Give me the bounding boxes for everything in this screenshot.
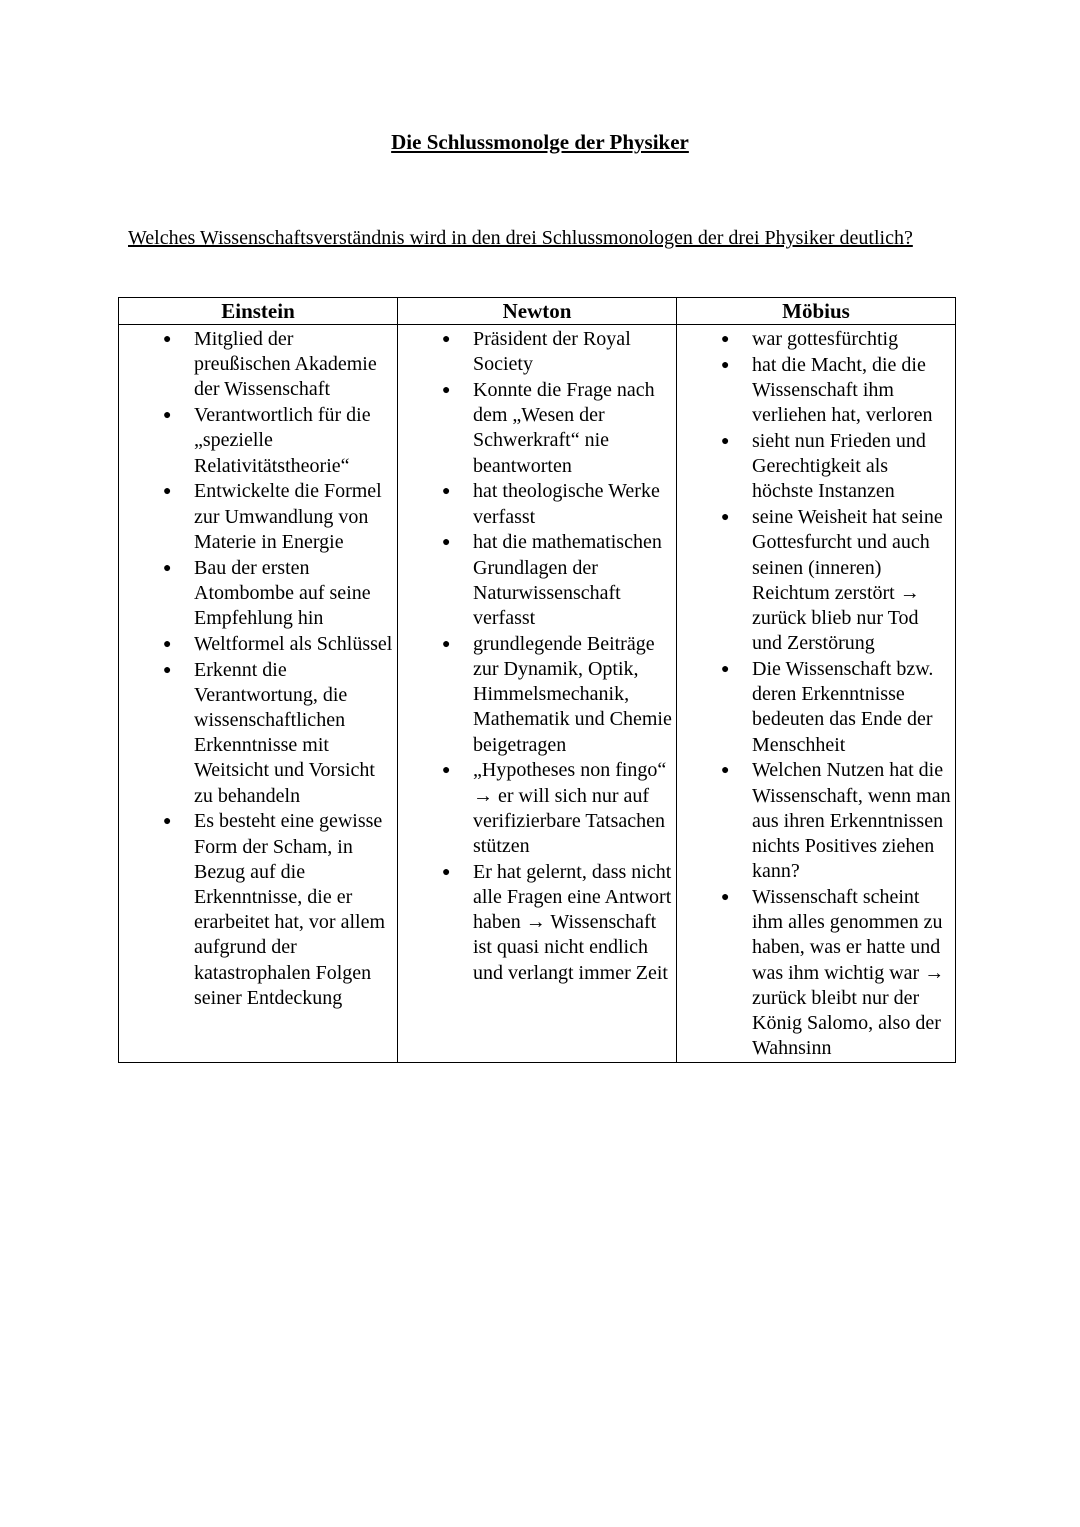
list-item: [119, 327, 393, 403]
list-item-text: sieht nun Frieden und Gerechtigkeit als höchste Instanzen: [752, 430, 926, 503]
list-item-text: „Hypotheses non fingo“ → er will sich nur auf verifizierbare Tatsachen stützen: [473, 759, 667, 858]
document-title: Die Schlussmonolge der Physiker: [391, 130, 689, 154]
einstein-bullet-list: [119, 325, 397, 1011]
list-item-text: Entwickelte die Formel zur Umwandlung von Materie in Energie: [194, 480, 382, 553]
column-header-moebius: Möbius: [677, 298, 956, 325]
list-item: [398, 327, 672, 377]
bullet-icon: ●: [163, 662, 172, 678]
list-item: [119, 658, 393, 809]
list-item: [119, 479, 393, 555]
bullet-icon: ●: [163, 636, 172, 652]
list-item-text: war gottesfürchtig: [752, 328, 899, 350]
list-item-text: Erkennt die Verantwortung, die wissenschaftlichen Erkenntnisse mit Weitsicht und Vorsicht zu behandeln: [194, 658, 375, 807]
bullet-icon: ●: [163, 408, 172, 424]
column-header-einstein: Einstein: [119, 298, 398, 325]
list-item-text: seine Weisheit hat seine Gottesfurcht und auch seinen (inneren) Reichtum zerstört → zurück blieb nur Tod und Zerstörung: [752, 506, 943, 655]
list-item-text: Bau der ersten Atombombe auf seine Empfehlung hin: [194, 556, 371, 630]
list-item-text: Weltformel als Schlüssel: [194, 632, 393, 655]
list-item-text: Wissenschaft scheint ihm alles genommen zu haben, was er hatte und was ihm wichtig war → zurück bleibt nur der König Salomo, also der Wahnsinn: [752, 886, 945, 1060]
bullet-icon: ●: [721, 510, 730, 526]
bullet-icon: ●: [442, 332, 451, 347]
list-item: [398, 632, 672, 758]
list-item: [677, 353, 951, 429]
list-item-text: Konnte die Frage nach dem „Wesen der Schwerkraft“ nie beantworten: [473, 379, 655, 477]
bullet-icon: ●: [721, 662, 730, 678]
list-item: [119, 556, 393, 632]
newton-bullet-list: [398, 325, 676, 986]
list-item: [677, 657, 951, 758]
bullet-icon: ●: [163, 484, 172, 500]
list-item: [119, 403, 393, 479]
list-item-text: hat die mathematischen Grundlagen der Naturwissenschaft verfasst: [473, 531, 662, 630]
column-newton: [398, 325, 677, 1063]
bullet-icon: ●: [721, 434, 730, 449]
list-item: [398, 860, 672, 986]
bullet-icon: ●: [442, 763, 451, 779]
bullet-icon: ●: [442, 535, 451, 551]
bullet-icon: ●: [442, 383, 451, 398]
bullet-icon: ●: [442, 636, 451, 652]
list-item: [677, 327, 951, 352]
list-item-text: Er hat gelernt, dass nicht alle Fragen eine Antwort haben → Wissenschaft ist quasi nicht endlich und verlangt immer Zeit: [473, 860, 672, 984]
list-item: [119, 632, 393, 657]
list-item: [677, 885, 951, 1061]
list-item: [119, 809, 393, 1011]
bullet-icon: ●: [442, 484, 451, 500]
bullet-icon: ●: [721, 763, 730, 779]
table-body-row: [119, 325, 956, 1063]
comparison-table: [118, 297, 956, 1063]
column-einstein: [119, 325, 398, 1063]
bullet-icon: ●: [721, 357, 730, 373]
list-item-text: Verantwortlich für die „spezielle Relativitätstheorie“: [194, 404, 371, 477]
list-item-text: Mitglied der preußischen Akademie der Wissenschaft: [194, 328, 377, 401]
list-item: [677, 505, 951, 656]
list-item-text: Es besteht eine gewisse Form der Scham, in Bezug auf die Erkenntnisse, die er erarbeitet hat, vor allem aufgrund der katastrophalen Folgen seiner Entdeckung: [194, 810, 386, 1009]
list-item-text: hat die Macht, die die Wissenschaft ihm verliehen hat, verloren: [752, 353, 933, 427]
list-item: [398, 758, 672, 859]
table-header-row: [119, 298, 956, 325]
question-heading: Welches Wissenschaftsverständnis wird in den drei Schlussmonologen der drei Physiker deutlich?: [128, 227, 913, 249]
bullet-icon: ●: [721, 890, 730, 906]
moebius-bullet-list: [677, 325, 955, 1061]
list-item-text: grundlegende Beiträge zur Dynamik, Optik, Himmelsmechanik, Mathematik und Chemie beigetragen: [473, 632, 672, 756]
bullet-icon: ●: [163, 814, 172, 830]
list-item-text: Präsident der Royal Society: [473, 328, 631, 376]
column-header-newton: Newton: [398, 298, 677, 325]
list-item: [398, 479, 672, 529]
bullet-icon: ●: [163, 332, 172, 347]
bullet-icon: ●: [163, 560, 172, 576]
list-item: [398, 378, 672, 479]
list-item: [398, 530, 672, 631]
list-item-text: hat theologische Werke verfasst: [473, 480, 660, 528]
bullet-icon: ●: [442, 864, 451, 880]
list-item: [677, 429, 951, 505]
list-item: [677, 758, 951, 884]
list-item-text: Die Wissenschaft bzw. deren Erkenntnisse bedeuten das Ende der Menschheit: [752, 658, 934, 756]
column-moebius: [677, 325, 956, 1063]
bullet-icon: ●: [721, 332, 730, 347]
list-item-text: Welchen Nutzen hat die Wissenschaft, wenn man aus ihren Erkenntnissen nichts Positives ziehen kann?: [752, 759, 951, 883]
